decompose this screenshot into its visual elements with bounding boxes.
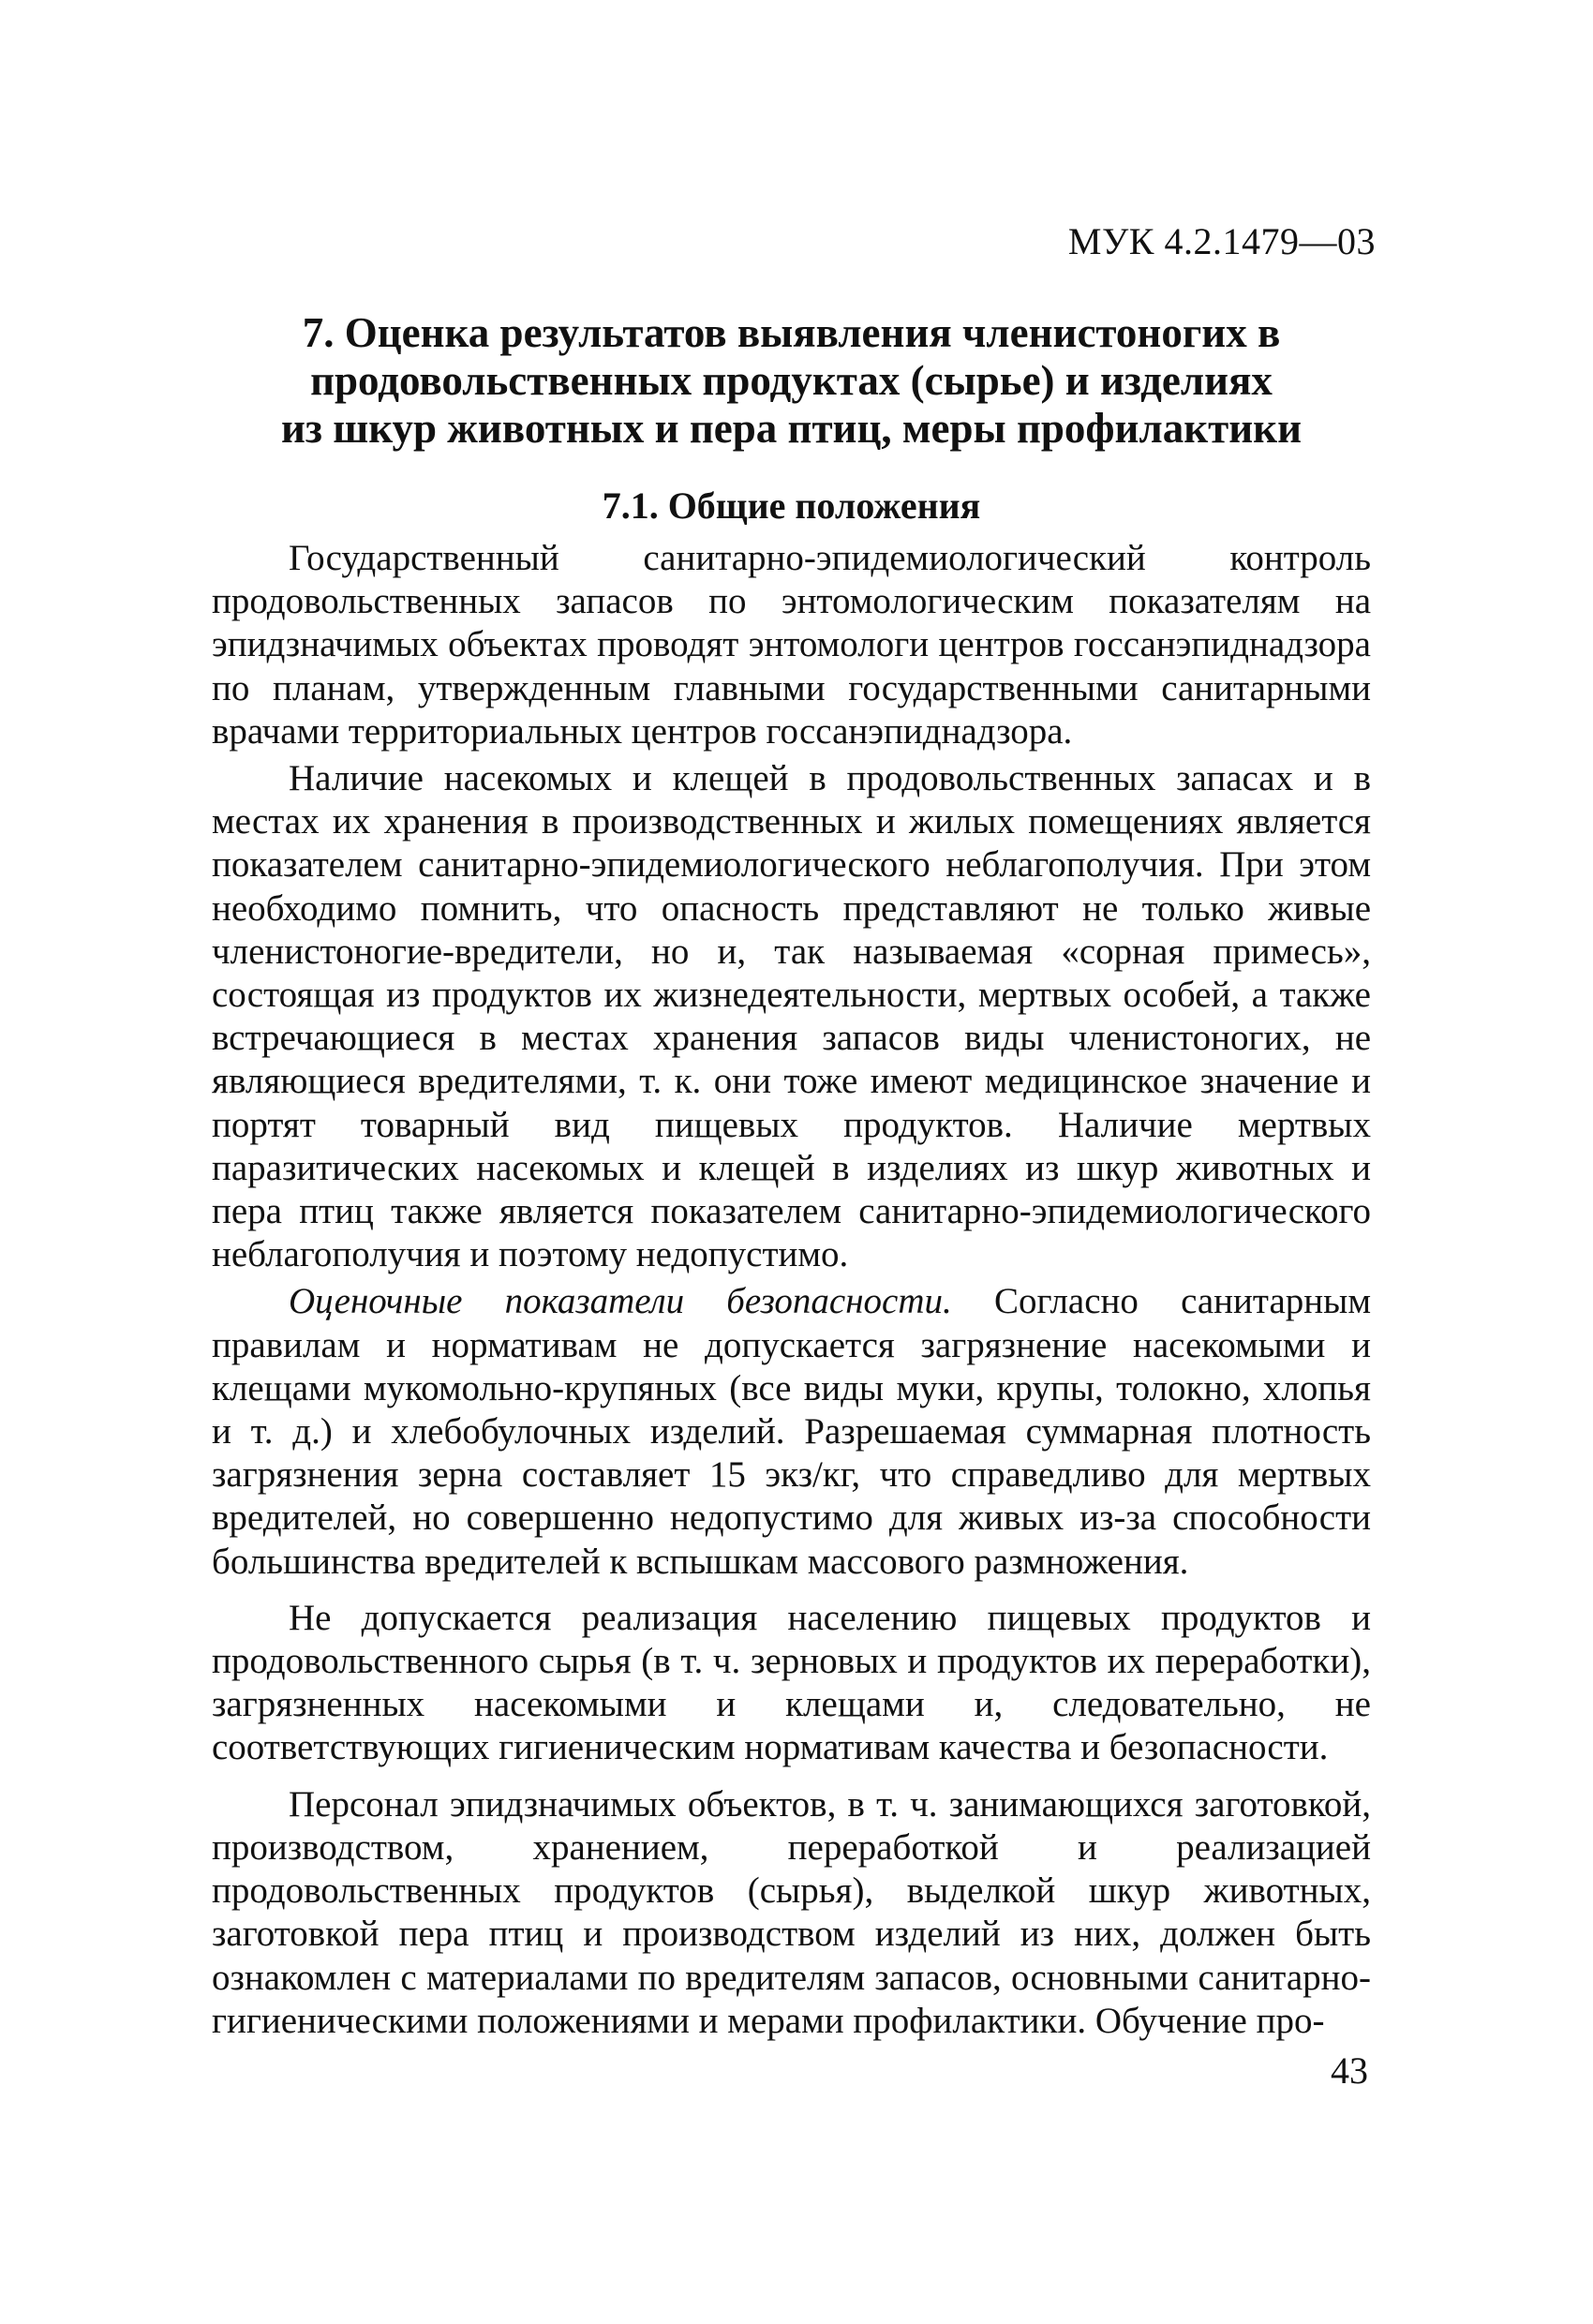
subsection-title: 7.1. Общие положения bbox=[602, 484, 981, 527]
paragraph-safety-indicators bbox=[212, 1280, 1371, 1583]
paragraph-body: Согласно санитарным правилам и нормативам не допускается загрязнение насекомыми и клещами мукомольно-крупяных (все виды муки, крупы, толокно, хлопья и т. д.) и хлебобулочных изделий. Разрешаемая суммарная плотность загрязнения зерна составляет 15 экз/кг, что справедливо для мертвых вредителей, но совершенно недопустимо для живых из-за способности большинства вредителей к вспышкам массового размножения. bbox=[212, 1281, 1372, 1582]
paragraph-pests-presence: Наличие насекомых и клещей в продовольственных запасах и в местах их хранения в производственных и жилых помещениях является показателем санитарно-эпидемиологического неблагополучия. При этом необходимо помнить, что опасность представляют не только живые членистоногие-вредители, но и, так называемая «сорная примесь», состоящая из продуктов их жизнедеятельности, мертвых особей, а также встречающиеся в местах хранения запасов виды членистоногих, не являющиеся вредителями, т. к. они тоже имеют медицинское значение и портят товарный вид пищевых продуктов. Наличие мертвых паразитических насекомых и клещей в изделиях из шкур животных и пера птиц также является показателем санитарно-эпидемиологического неблагополучия и поэтому недопустимо. bbox=[212, 758, 1371, 1275]
paragraph-personnel: Персонал эпидзначимых объектов, в т. ч. занимающихся заготовкой, производством, хранением, переработкой и реализацией продовольственных продуктов (сырья), выделкой шкур животных, заготовкой пера птиц и производством изделий из них, должен быть ознакомлен с материалами по вредителям запасов, основными санитарно-гигиеническими положениями и мерами профилактики. Обучение про- bbox=[212, 1783, 1371, 2041]
paragraph-control: Государственный санитарно-эпидемиологический контроль продовольственных запасов по энтомологическим показателям на эпидзначимых объектах проводят энтомологи центров госсанэпиднадзора по планам, утвержденным главными государственными санитарными врачами территориальных центров госсанэпиднадзора. bbox=[212, 538, 1371, 752]
paragraph-lead: Оценочные показатели безопасности. bbox=[289, 1281, 952, 1322]
section-title-line: из шкур животных и пера птиц, меры профилактики bbox=[280, 405, 1303, 452]
section-title-line: 7. Оценка результатов выявления членистоногих в bbox=[302, 309, 1281, 356]
section-title-line: продовольственных продуктах (сырье) и изделиях bbox=[310, 357, 1273, 404]
page-content bbox=[212, 309, 1371, 2043]
section-title bbox=[212, 309, 1371, 453]
page-number: 43 bbox=[1331, 2049, 1368, 2092]
paragraph-sale-prohibition: Не допускается реализация населению пищевых продуктов и продовольственного сырья (в т. ч. зерновых и продуктов их переработки), загрязненных насекомыми и клещами и, следовательно, не соответствующих гигиеническим нормативам качества и безопасности. bbox=[212, 1597, 1371, 1768]
document-code: МУК 4.2.1479—03 bbox=[1067, 220, 1376, 262]
